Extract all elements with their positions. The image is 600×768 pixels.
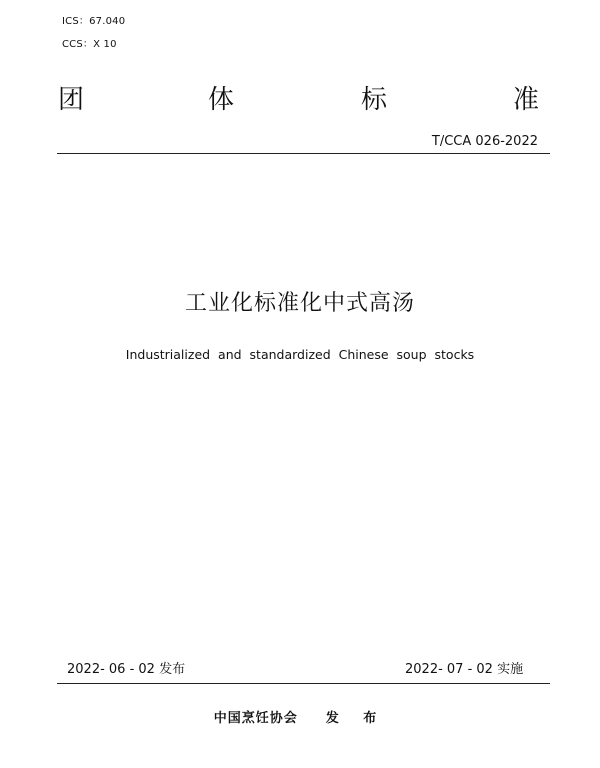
implementation-date: 2022- 07 - 02 实施 <box>405 662 524 677</box>
title-chinese: 工业化标准化中式高汤 <box>184 291 415 316</box>
title-english: Industrialized and standardized Chinese soup stocks <box>125 347 475 362</box>
bottom-divider <box>57 683 550 684</box>
publisher-line <box>0 707 600 726</box>
top-divider <box>57 153 550 154</box>
standard-type-char-2: 体 <box>208 85 235 115</box>
publish-action: 发 布 <box>325 711 387 726</box>
publisher-name: 中国烹饪协会 <box>213 711 298 726</box>
ics-code: ICS：67.040 <box>62 16 126 27</box>
standard-code: T/CCA 026-2022 <box>431 134 538 149</box>
standard-type-char-4: 准 <box>513 85 540 115</box>
ccs-code: CCS：X 10 <box>62 39 117 50</box>
standard-type-char-1: 团 <box>58 85 85 115</box>
issue-date: 2022- 06 - 02 发布 <box>67 662 186 677</box>
standard-type-char-3: 标 <box>361 85 388 115</box>
